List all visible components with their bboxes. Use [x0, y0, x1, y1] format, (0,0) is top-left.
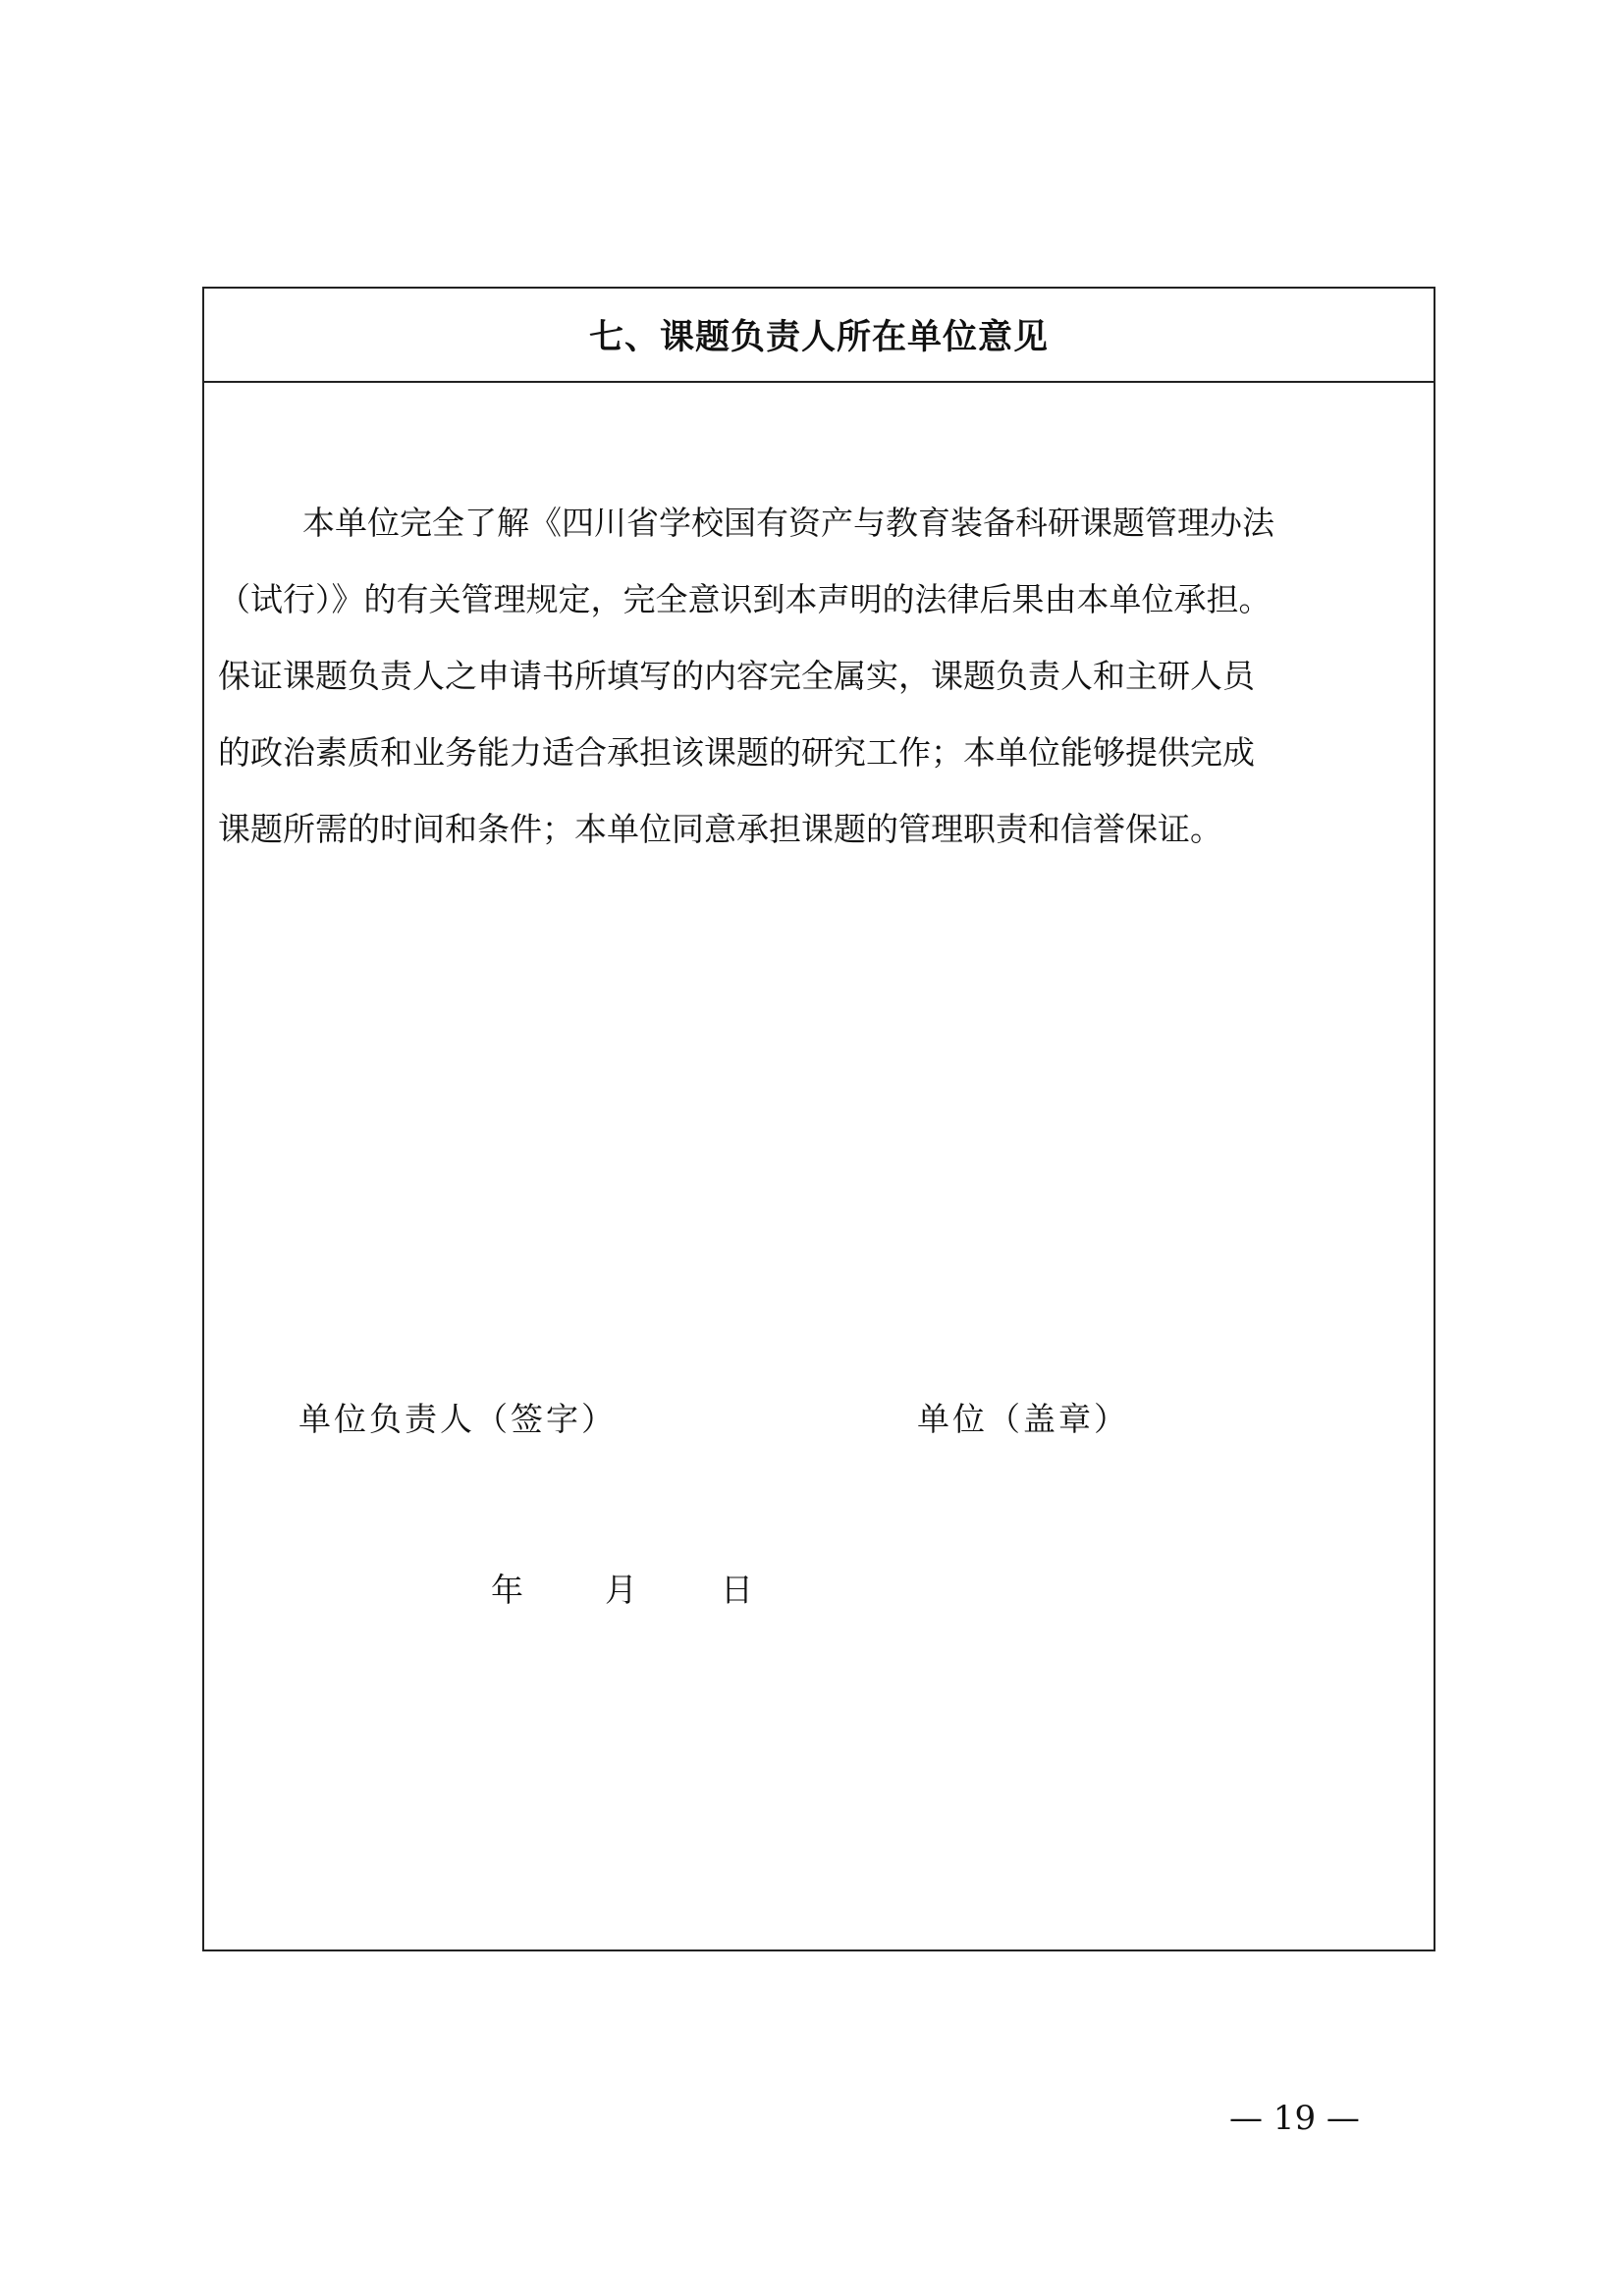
unit-opinion-form — [202, 287, 1435, 1951]
statement-paragraph — [218, 485, 1428, 868]
statement-line: 本单位完全了解《四川省学校国有资产与教育装备科研课题管理办法 — [302, 504, 1274, 542]
form-header — [204, 289, 1434, 383]
statement-line: 课题所需的时间和条件；本单位同意承担课题的管理职责和信誉保证。 — [218, 810, 1222, 848]
statement-line: 的政治素质和业务能力适合承担该课题的研究工作；本单位能够提供完成 — [218, 733, 1255, 772]
statement-line: 保证课题负责人之申请书所填写的内容完全属实，课题负责人和主研人员 — [218, 657, 1255, 695]
date-day-label: 日 — [721, 1571, 753, 1609]
date-month-label: 月 — [605, 1571, 637, 1609]
section-title: 七、课题负责人所在单位意见 — [588, 318, 1049, 357]
statement-line: （试行）》的有关管理规定，完全意识到本声明的法律后果由本单位承担。 — [218, 580, 1272, 618]
unit-seal-label: 单位（盖章） — [917, 1400, 1129, 1438]
date-year-label: 年 — [491, 1571, 523, 1609]
page-number: — 19 — — [1229, 2099, 1360, 2138]
leader-signature-label: 单位负责人（签字） — [298, 1400, 617, 1438]
